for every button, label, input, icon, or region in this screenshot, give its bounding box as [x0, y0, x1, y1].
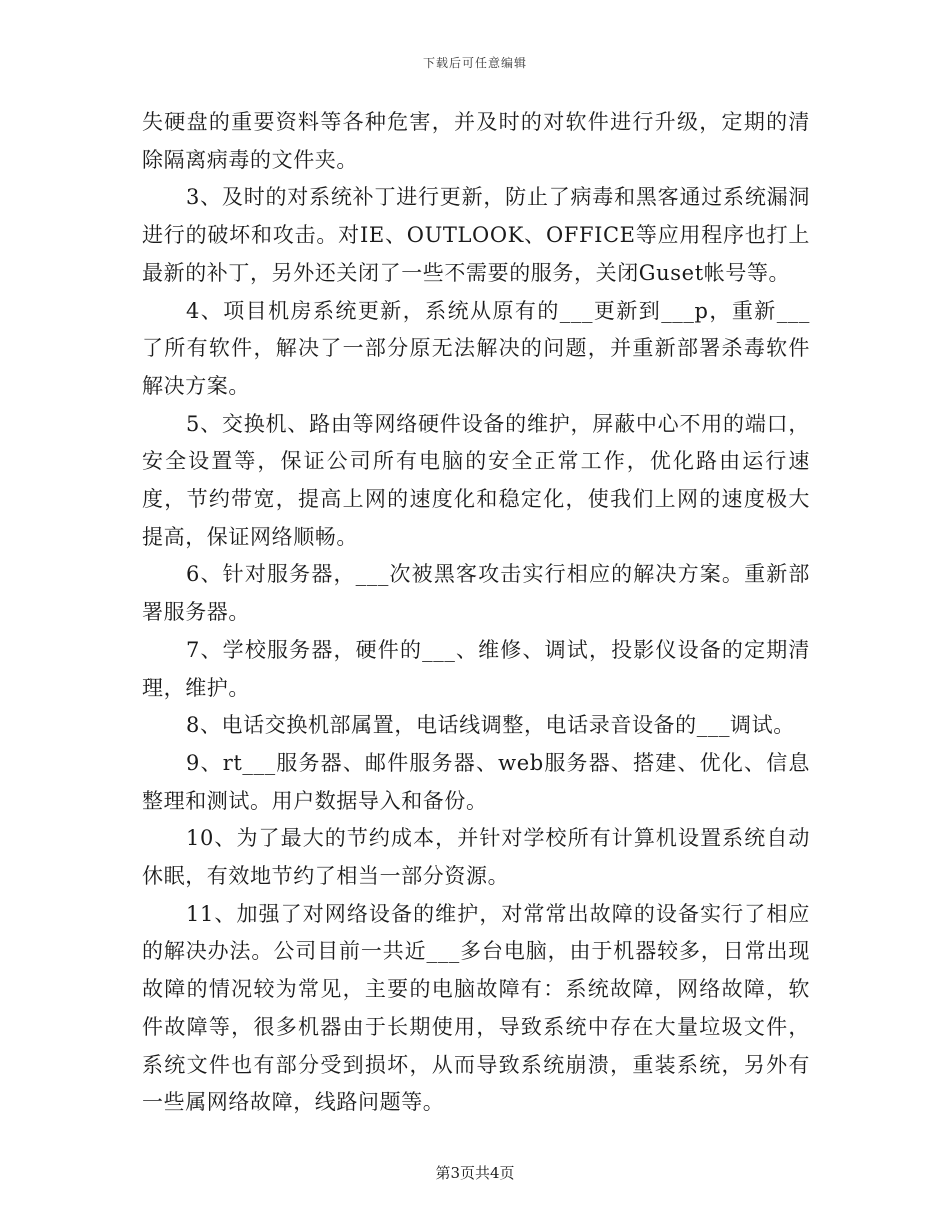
paragraph-item-5: 5、交换机、路由等网络硬件设备的维护，屏蔽中心不用的端口，安全设置等，保证公司所有电脑的安全正常工作，优化路由运行速度，节约带宽，提高上网的速度化和稳定化，使我们上网的速度极大提高，保证网络顺畅。: [142, 411, 810, 549]
paragraph-continuation: 失硬盘的重要资料等各种危害，并及时的对软件进行升级，定期的清除隔离病毒的文件夹。: [142, 110, 810, 172]
paragraph-item-9: 9、rt___服务器、邮件服务器、web服务器、搭建、优化、信息整理和测试。用户数据导入和备份。: [142, 750, 810, 813]
paragraph-item-4: 4、项目机房系统更新，系统从原有的___更新到___p，重新___了所有软件，解决了一部分原无法解决的问题，并重新部署杀毒软件解决方案。: [142, 298, 810, 398]
page-header: 下载后可任意编辑: [422, 56, 527, 70]
paragraph-item-7: 7、学校服务器，硬件的___、维修、调试，投影仪设备的定期清理，维护。: [142, 637, 810, 700]
paragraph-item-10: 10、为了最大的节约成本，并针对学校所有计算机设置系统自动休眠，有效地节约了相当一部分资源。: [142, 826, 810, 889]
page-number: 第3页共4页: [435, 1164, 515, 1182]
document-body: [142, 104, 810, 1122]
paragraph-item-11: 11、加强了对网络设备的维护，对常常出故障的设备实行了相应的解决办法。公司目前一共近___多台电脑，由于机器较多，日常出现故障的情况较为常见，主要的电脑故障有：系统故障，网络故障，软件故障等，很多机器由于长期使用，导致系统中存在大量垃圾文件，系统文件也有部分受到损坏，从而导致系统崩溃，重装系统，另外有一些属网络故障，线路问题等。: [142, 901, 810, 1115]
paragraph-item-6: 6、针对服务器，___次被黑客攻击实行相应的解决方案。重新部署服务器。: [142, 562, 810, 625]
paragraph-item-3: 3、及时的对系统补丁进行更新，防止了病毒和黑客通过系统漏洞进行的破坏和攻击。对IE、OUTLOOK、OFFICE等应用程序也打上最新的补丁，另外还关闭了一些不需要的服务，关闭Guset帐号等。: [142, 185, 810, 285]
paragraph-item-8: 8、电话交换机部属置，电话线调整，电话录音设备的___调试。: [186, 713, 795, 738]
